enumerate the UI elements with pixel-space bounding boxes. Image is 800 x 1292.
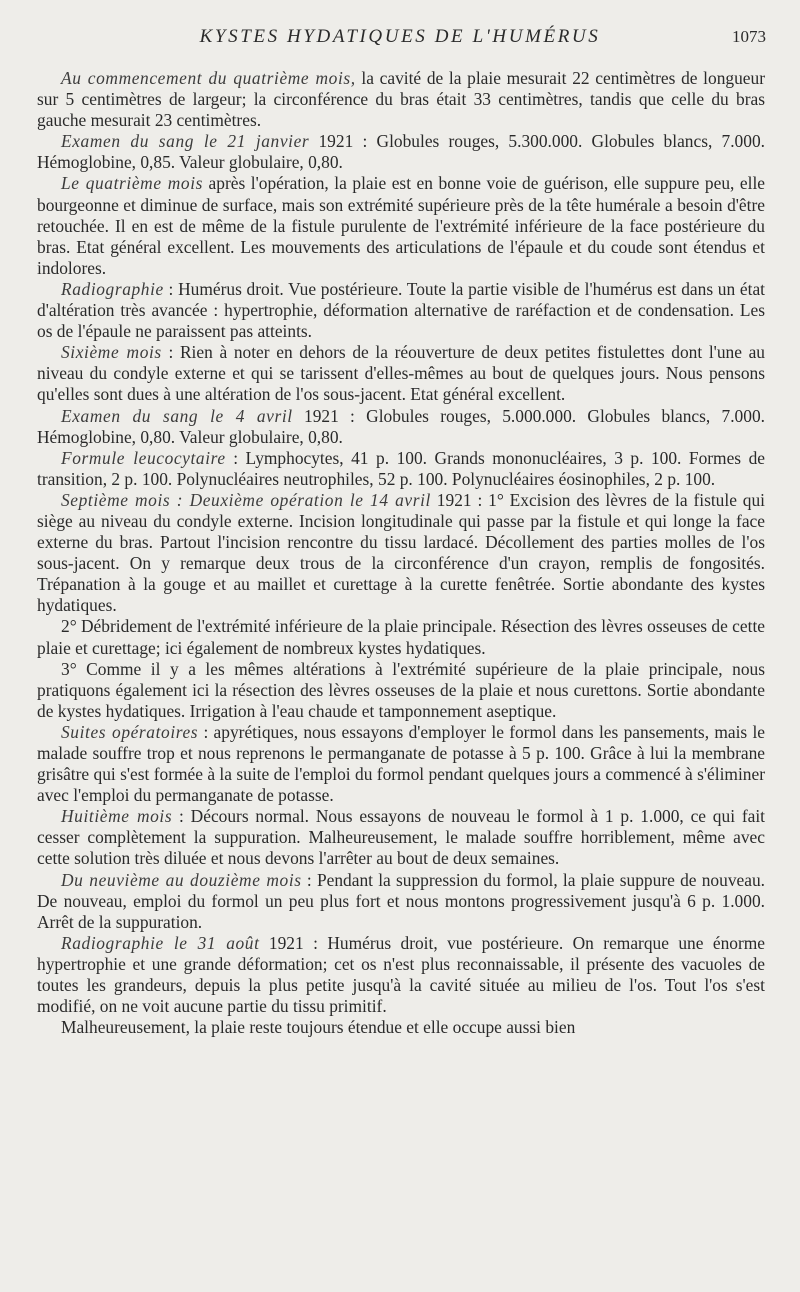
running-head-title: KYSTES HYDATIQUES DE L'HUMÉRUS	[199, 26, 601, 47]
paragraph	[37, 173, 765, 278]
paragraph-lead: Septième mois : Deuxième opération le 14 avril	[61, 489, 431, 510]
running-head	[0, 26, 800, 50]
paragraph	[37, 68, 765, 131]
paragraph-text: 1921 : Humérus droit, vue postérieure. On remarque une énorme hypertrophie et une grande déformation; cet os n'est plus reconnaissable, il présente des vacuoles de toutes les grandeurs, depuis la plus petite jusqu'à la cavité située au milieu de l'os. Tout l'os s'est modifié, on ne voit aucune partie du tissu primitif.	[37, 932, 765, 1017]
paragraph-lead: Au commencement du quatrième mois,	[61, 68, 356, 88]
paragraph-text: : Humérus droit. Vue postérieure. Toute la partie visible de l'humérus est dans un état d'altération très avancée : hypertrophie, déformation alternative de raréfaction et de condensation. Les os de l'épaule ne paraissent pas atteints.	[37, 278, 765, 342]
paragraph-lead: Examen du sang le 21 janvier	[61, 131, 310, 152]
body-text	[37, 68, 765, 1038]
paragraph-text: 3° Comme il y a les mêmes altérations à l'extrémité supérieure de la plaie principale, nous pratiquons également ici la résection des lèvres osseuses de la plaie et nous curettons. Sortie abondante de kystes hydatiques. Irrigation à l'eau chaude et tamponnement aseptique.	[37, 658, 765, 721]
paragraph	[37, 279, 765, 342]
paragraph	[37, 131, 765, 173]
paragraph-text: la cavité de la plaie mesurait 22 centimètres de longueur sur 5 centimètres de largeur; la circonférence du bras était 33 centimètres, tandis que celle du bras gauche mesurait 23 centimètres.	[37, 68, 765, 131]
paragraph-text: : Lymphocytes, 41 p. 100. Grands mononucléaires, 3 p. 100. Formes de transition, 2 p. 100. Polynucléaires neutrophiles, 52 p. 100. Polynucléaires éosinophiles, 2 p. 100.	[37, 447, 765, 489]
paragraph-text: 1921 : Globules rouges, 5.000.000. Globules blancs, 7.000. Hémoglobine, 0,80. Valeur globulaire, 0,80.	[37, 405, 765, 447]
paragraph-text: : Décours normal. Nous essayons de nouveau le formol à 1 p. 1.000, ce qui fait cesser complètement la suppuration. Malheureusement, le malade souffre horriblement, même avec cette solution très diluée et nous devons l'arrêter au bout de deux semaines.	[37, 806, 766, 869]
paragraph	[37, 1017, 765, 1038]
paragraph-lead: Du neuvième au douzième mois	[61, 869, 302, 890]
paragraph-lead: Huitième mois	[61, 806, 173, 827]
paragraph	[37, 806, 765, 869]
paragraph-lead: Le quatrième mois	[61, 173, 204, 194]
paragraph-text: : Pendant la suppression du formol, la plaie suppure de nouveau. De nouveau, emploi du formol un peu plus fort et nous montons progressivement jusqu'à 6 p. 1.000. Arrêt de la suppuration.	[37, 869, 765, 932]
paragraph-lead: Formule leucocytaire	[61, 447, 226, 468]
paragraph	[37, 616, 765, 658]
paragraph-lead: Sixième mois	[61, 342, 162, 363]
paragraph	[37, 448, 765, 490]
paragraph	[37, 870, 765, 933]
paragraph-text: 1921 : 1° Excision des lèvres de la fistule qui siège au niveau du condyle externe. Incision longitudinale qui passe par la fistule et qui longe la face externe du bras. Partout l'incision rencontre du tissu lardacé. Décollement des parties molles de l'os sous-jacent. On y remarque deux trous de la circonférence d'un crayon, remplis de fongosités. Trépanation à la gouge et au maillet et curettage à la curette fenêtrée. Sortie abondante des kystes hydatiques.	[37, 489, 765, 616]
paragraph-text: après l'opération, la plaie est en bonne voie de guérison, elle suppure peu, elle bourgeonne et diminue de surface, mais son extrémité supérieure près de la tête humérale a besoin d'être retouchée. Il en est de même de la fistule purulente de l'extrémité inférieure de la face postérieure du bras. Etat général excellent. Les mouvements des articulations de l'épaule et du coude sont étendus et indolores.	[37, 173, 766, 278]
paragraph	[37, 933, 765, 1017]
paragraph	[37, 659, 765, 722]
paragraph	[37, 342, 765, 405]
paragraph-lead: Suites opératoires	[61, 721, 199, 742]
paragraph-text: : Rien à noter en dehors de la réouverture de deux petites fistulettes dont l'une au niveau du condyle externe et qui se tarissent d'elles-mêmes au bout de quelques jours. Nous pensons qu'elles sont dues à une altération de l'os sous-jacent. Etat général excellent.	[37, 342, 765, 405]
paragraph-text: Malheureusement, la plaie reste toujours étendue et elle occupe aussi bien	[61, 1017, 576, 1038]
paragraph	[37, 722, 765, 806]
paragraph-lead: Radiographie le 31 août	[61, 932, 260, 953]
paragraph	[37, 406, 765, 448]
paragraph-text: : apyrétiques, nous essayons d'employer le formol dans les pansements, mais le malade souffre trop et nous reprenons le permanganate de potasse à 5 p. 100. Grâce à lui la membrane grisâtre qui s'est formée à la suite de l'emploi du formol pendant quelques jours a commencé à s'éliminer avec l'emploi du permanganate de potasse.	[37, 721, 766, 806]
paragraph-lead: Radiographie	[61, 278, 164, 299]
page-number: 1073	[732, 27, 766, 46]
paragraph-text: 1921 : Globules rouges, 5.300.000. Globules blancs, 7.000. Hémoglobine, 0,85. Valeur globulaire, 0,80.	[37, 131, 765, 173]
paragraph-text: 2° Débridement de l'extrémité inférieure de la plaie principale. Résection des lèvres osseuses de cette plaie et curettage; ici également de nombreux kystes hydatiques.	[37, 616, 765, 658]
paragraph	[37, 490, 765, 617]
paragraph-lead: Examen du sang le 4 avril	[61, 405, 293, 426]
